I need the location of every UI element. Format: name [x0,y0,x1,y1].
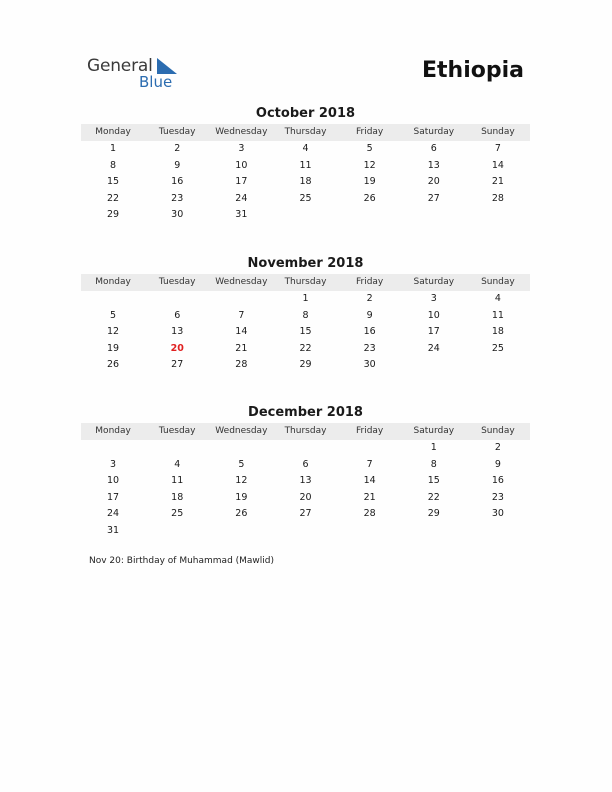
month-grid [81,440,530,540]
day-cell: 25 [491,342,504,354]
empty-day-cell [338,207,402,224]
month-title: December 2018 [248,405,363,420]
day-cell: 2 [366,293,373,304]
day-cell: 8 [430,458,437,470]
day-cell: 26 [363,192,376,204]
day-cell: 27 [427,192,440,204]
day-cell: 1 [302,293,309,304]
empty-day-cell [209,291,273,308]
day-cell: 13 [427,159,440,171]
empty-day-cell [338,440,402,457]
day-cell: 12 [235,475,248,487]
empty-day-cell [338,523,402,540]
month-november [81,255,530,374]
empty-day-cell [273,440,337,457]
day-cell: 19 [235,491,248,503]
day-cell: 3 [110,458,117,470]
logo-text-blue: Blue [139,73,173,91]
empty-day-cell [145,523,209,540]
weekday-label: Thursday [284,426,327,436]
empty-day-cell [209,440,273,457]
day-cell: 2 [494,442,501,453]
week-row [81,357,530,374]
empty-day-cell [273,207,337,224]
day-cell: 25 [299,192,312,204]
weekday-label: Tuesday [158,426,196,436]
empty-day-cell [81,291,145,308]
day-cell: 19 [363,176,376,188]
day-cell: 28 [363,508,376,520]
day-cell: 24 [235,192,248,204]
day-cell: 10 [107,475,120,487]
day-cell: 1 [110,143,117,154]
day-cell: 10 [427,309,440,321]
day-cell: 17 [235,176,248,188]
day-cell: 22 [107,192,120,204]
empty-day-cell [273,523,337,540]
week-row [81,490,530,507]
country-title: Ethiopia [422,58,524,83]
weekday-header [81,124,530,141]
day-cell: 7 [366,458,373,470]
week-row [81,341,530,358]
weekday-label: Wednesday [215,127,268,137]
day-cell: 23 [363,342,376,354]
month-october [81,105,530,224]
empty-day-cell [402,523,466,540]
day-cell: 30 [363,359,376,371]
day-cell: 16 [491,475,504,487]
week-row [81,207,530,224]
day-cell: 29 [107,209,120,221]
month-december [81,404,530,540]
day-cell: 1 [430,442,437,453]
week-row [81,440,530,457]
day-cell: 13 [299,475,312,487]
day-cell: 21 [363,491,376,503]
day-cell: 5 [366,143,373,154]
weekday-label: Saturday [413,277,455,287]
day-cell: 20 [427,176,440,188]
day-cell: 4 [174,458,181,470]
day-cell: 30 [171,209,184,221]
holiday-notes: Nov 20: Birthday of Muhammad (Mawlid) [89,556,275,566]
day-cell: 13 [171,326,184,338]
month-title: November 2018 [247,256,364,271]
day-cell: 14 [363,475,376,487]
weekday-label: Thursday [284,277,327,287]
weekday-label: Tuesday [158,127,196,137]
day-cell: 18 [171,491,184,503]
day-cell: 26 [107,359,120,371]
day-cell: 9 [174,159,181,171]
day-cell: 22 [427,491,440,503]
day-cell: 28 [235,359,248,371]
day-cell: 25 [171,508,184,520]
holiday-day-cell: 20 [170,342,184,354]
day-cell: 23 [171,192,184,204]
month-grid [81,141,530,224]
week-row [81,158,530,175]
day-cell: 17 [427,326,440,338]
weekday-label: Sunday [481,277,515,287]
day-cell: 5 [110,309,117,321]
empty-day-cell [81,440,145,457]
day-cell: 31 [235,209,248,221]
day-cell: 15 [107,176,120,188]
day-cell: 22 [299,342,312,354]
empty-day-cell [209,523,273,540]
day-cell: 30 [491,508,504,520]
week-row [81,174,530,191]
day-cell: 16 [171,176,184,188]
day-cell: 18 [299,176,312,188]
day-cell: 3 [430,293,437,304]
weekday-label: Saturday [413,426,455,436]
day-cell: 29 [299,359,312,371]
day-cell: 23 [491,491,504,503]
day-cell: 21 [491,176,504,188]
day-cell: 15 [427,475,440,487]
day-cell: 26 [235,508,248,520]
day-cell: 28 [491,192,504,204]
day-cell: 4 [302,143,309,154]
month-grid [81,291,530,374]
weekday-label: Wednesday [215,277,268,287]
empty-day-cell [402,357,466,374]
brand-logo [87,56,187,96]
weekday-label: Thursday [284,127,327,137]
day-cell: 24 [107,508,120,520]
day-cell: 21 [235,342,248,354]
week-row [81,457,530,474]
weekday-label: Friday [355,277,384,287]
empty-day-cell [466,523,530,540]
weekday-label: Sunday [481,127,515,137]
weekday-label: Wednesday [215,426,268,436]
day-cell: 20 [299,491,312,503]
day-cell: 12 [363,159,376,171]
day-cell: 11 [171,475,184,487]
week-row [81,506,530,523]
weekday-label: Saturday [413,127,455,137]
day-cell: 14 [491,159,504,171]
empty-day-cell [402,207,466,224]
week-row [81,291,530,308]
day-cell: 29 [427,508,440,520]
day-cell: 19 [107,342,120,354]
day-cell: 24 [427,342,440,354]
week-row [81,308,530,325]
day-cell: 7 [494,143,501,154]
day-cell: 3 [238,143,245,154]
day-cell: 10 [235,159,248,171]
weekday-header [81,423,530,440]
week-row [81,141,530,158]
day-cell: 27 [171,359,184,371]
day-cell: 18 [491,326,504,338]
day-cell: 17 [107,491,120,503]
weekday-label: Friday [355,127,384,137]
week-row [81,523,530,540]
day-cell: 9 [366,309,373,321]
weekday-label: Tuesday [158,277,196,287]
day-cell: 9 [494,458,501,470]
day-cell: 16 [363,326,376,338]
week-row [81,191,530,208]
day-cell: 8 [110,159,117,171]
logo-text-general: General [87,56,153,76]
weekday-header [81,274,530,291]
month-title: October 2018 [255,106,356,121]
day-cell: 27 [299,508,312,520]
day-cell: 2 [174,143,181,154]
day-cell: 31 [107,524,120,536]
empty-day-cell [466,357,530,374]
day-cell: 8 [302,309,309,321]
empty-day-cell [145,440,209,457]
logo-triangle-icon [155,58,177,74]
day-cell: 15 [299,326,312,338]
week-row [81,324,530,341]
weekday-label: Monday [95,426,131,436]
empty-day-cell [145,291,209,308]
day-cell: 14 [235,326,248,338]
weekday-label: Monday [95,127,131,137]
weekday-label: Sunday [481,426,515,436]
empty-day-cell [466,207,530,224]
day-cell: 11 [299,159,312,171]
day-cell: 4 [494,293,501,304]
weekday-label: Friday [355,426,384,436]
day-cell: 12 [107,326,120,338]
week-row [81,473,530,490]
day-cell: 11 [491,309,504,321]
day-cell: 6 [430,143,437,154]
weekday-label: Monday [95,277,131,287]
day-cell: 6 [302,458,309,470]
day-cell: 5 [238,458,245,470]
day-cell: 6 [174,309,181,321]
day-cell: 7 [238,309,245,321]
